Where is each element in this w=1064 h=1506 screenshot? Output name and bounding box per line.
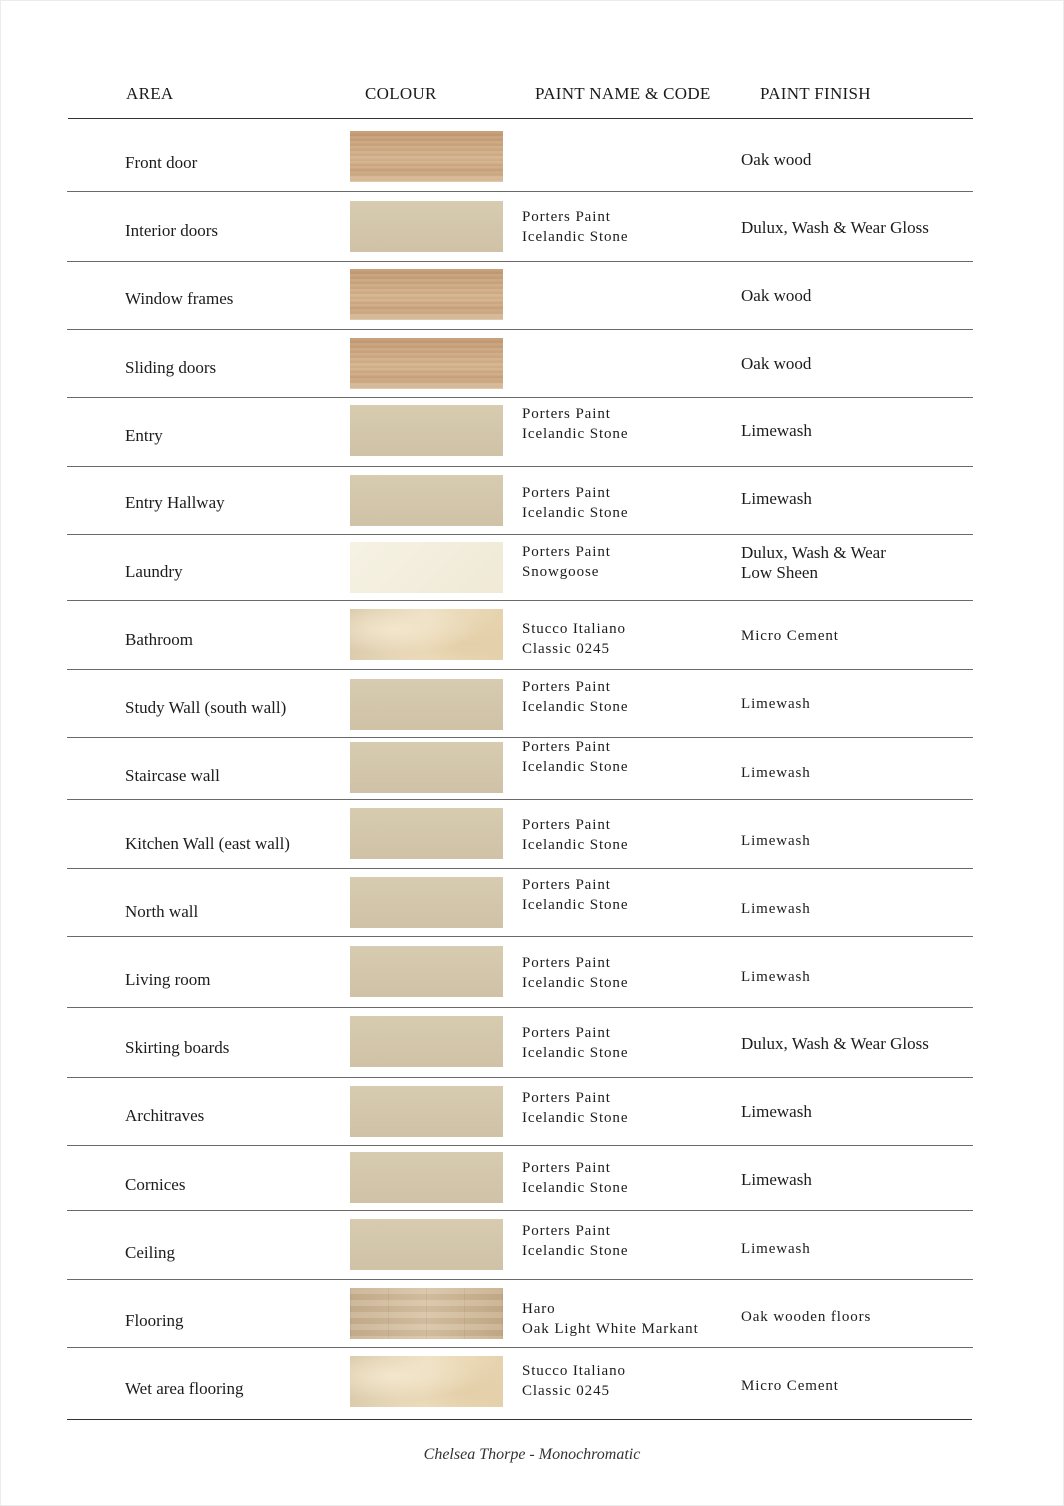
paint-finish bbox=[741, 489, 812, 509]
paint-colour-name: Snowgoose bbox=[522, 564, 600, 580]
colour-swatch bbox=[350, 1288, 503, 1339]
paint-finish bbox=[741, 286, 811, 306]
finish-line: Oak wood bbox=[741, 150, 812, 169]
paint-brand: Porters Paint bbox=[522, 1025, 611, 1041]
header-colour: COLOUR bbox=[365, 84, 437, 103]
paint-brand: Porters Paint bbox=[522, 739, 611, 755]
table-row bbox=[0, 1348, 1064, 1419]
paint-brand: Porters Paint bbox=[522, 955, 611, 971]
table-row bbox=[0, 119, 1064, 192]
colour-swatch bbox=[350, 1219, 503, 1270]
paint-brand: Porters Paint bbox=[522, 877, 611, 893]
paint-brand: Porters Paint bbox=[522, 544, 611, 560]
paint-brand: Porters Paint bbox=[522, 406, 611, 422]
colour-swatch bbox=[350, 1152, 503, 1203]
paint-finish bbox=[741, 354, 811, 374]
table-row bbox=[0, 262, 1064, 330]
paint-name-code bbox=[522, 677, 628, 717]
area-label: Entry Hallway bbox=[125, 493, 225, 512]
paint-finish bbox=[741, 218, 929, 238]
table-row bbox=[0, 398, 1064, 467]
area-label: Window frames bbox=[125, 289, 234, 308]
paint-finish bbox=[741, 763, 811, 783]
paint-brand: Porters Paint bbox=[522, 817, 611, 833]
colour-swatch bbox=[350, 808, 503, 859]
paint-name-code bbox=[522, 1221, 628, 1261]
footer-caption: Chelsea Thorpe - Monochromatic bbox=[423, 1446, 641, 1463]
paint-colour-name: Icelandic Stone bbox=[522, 1243, 629, 1259]
finish-line: Dulux, Wash & Wear bbox=[741, 543, 886, 562]
finish-line: Limewash bbox=[741, 489, 812, 508]
area-label: Ceiling bbox=[125, 1243, 176, 1262]
colour-swatch bbox=[350, 1086, 503, 1137]
colour-swatch bbox=[350, 1356, 503, 1407]
area-label: Study Wall (south wall) bbox=[125, 698, 287, 717]
paint-name-code bbox=[522, 815, 628, 855]
table-bottom-rule bbox=[67, 1419, 972, 1420]
table-row bbox=[0, 869, 1064, 937]
paint-name-code bbox=[522, 737, 628, 777]
paint-finish bbox=[741, 1239, 811, 1259]
paint-finish bbox=[741, 1170, 812, 1190]
paint-finish bbox=[741, 543, 886, 583]
finish-line: Limewash bbox=[741, 1241, 811, 1257]
paint-colour-name: Icelandic Stone bbox=[522, 699, 629, 715]
table-row bbox=[0, 1078, 1064, 1146]
paint-colour-name: Classic 0245 bbox=[522, 1383, 610, 1399]
paint-colour-name: Oak Light White Markant bbox=[522, 1321, 699, 1337]
finish-line: Limewash bbox=[741, 765, 811, 781]
paint-finish bbox=[741, 1307, 871, 1327]
table-row bbox=[0, 937, 1064, 1008]
finish-line: Limewash bbox=[741, 696, 811, 712]
paint-finish bbox=[741, 421, 812, 441]
paint-brand: Haro bbox=[522, 1301, 556, 1317]
finish-line: Oak wood bbox=[741, 286, 812, 305]
paint-name-code bbox=[522, 1299, 699, 1339]
colour-swatch bbox=[350, 742, 503, 793]
header-area: AREA bbox=[126, 84, 174, 103]
colour-swatch bbox=[350, 405, 503, 456]
finish-line: Oak wooden floors bbox=[741, 1309, 872, 1325]
paint-colour-name: Icelandic Stone bbox=[522, 1180, 629, 1196]
paint-name-code bbox=[522, 1158, 628, 1198]
paint-finish bbox=[741, 1034, 929, 1054]
table-row bbox=[0, 1008, 1064, 1078]
colour-swatch bbox=[350, 475, 503, 526]
finish-line: Limewash bbox=[741, 833, 811, 849]
table-row bbox=[0, 601, 1064, 670]
finish-line: Micro Cement bbox=[741, 1378, 839, 1394]
colour-swatch bbox=[350, 609, 503, 660]
paint-colour-name: Icelandic Stone bbox=[522, 759, 629, 775]
table-row bbox=[0, 800, 1064, 869]
paint-colour-name: Icelandic Stone bbox=[522, 1045, 629, 1061]
colour-swatch bbox=[350, 877, 503, 928]
paint-colour-name: Icelandic Stone bbox=[522, 897, 629, 913]
paint-colour-name: Icelandic Stone bbox=[522, 426, 629, 442]
table-row bbox=[0, 330, 1064, 398]
paint-name-code bbox=[522, 1023, 628, 1063]
paint-name-code bbox=[522, 1088, 628, 1128]
paint-finish bbox=[741, 1376, 839, 1396]
table-row bbox=[0, 670, 1064, 738]
paint-name-code bbox=[522, 542, 611, 582]
area-label: Front door bbox=[125, 153, 198, 172]
paint-colour-name: Icelandic Stone bbox=[522, 837, 629, 853]
paint-brand: Porters Paint bbox=[522, 209, 611, 225]
paint-brand: Stucco Italiano bbox=[522, 1363, 626, 1379]
paint-name-code bbox=[522, 483, 628, 523]
colour-swatch bbox=[350, 1016, 503, 1067]
colour-swatch bbox=[350, 269, 503, 320]
paint-finish bbox=[741, 899, 811, 919]
area-label: Architraves bbox=[125, 1106, 205, 1125]
paint-finish bbox=[741, 831, 811, 851]
area-label: Sliding doors bbox=[125, 358, 217, 377]
finish-line: Limewash bbox=[741, 969, 811, 985]
finish-line: Oak wood bbox=[741, 354, 812, 373]
area-label: Bathroom bbox=[125, 630, 193, 649]
paint-name-code bbox=[522, 404, 628, 444]
paint-brand: Porters Paint bbox=[522, 679, 611, 695]
paint-colour-name: Icelandic Stone bbox=[522, 975, 629, 991]
table-row bbox=[0, 467, 1064, 535]
paint-name-code bbox=[522, 207, 628, 247]
paint-brand: Porters Paint bbox=[522, 1223, 611, 1239]
table-row bbox=[0, 1146, 1064, 1211]
colour-swatch bbox=[350, 679, 503, 730]
paint-name-code bbox=[522, 875, 628, 915]
colour-swatch bbox=[350, 131, 503, 182]
paint-finish bbox=[741, 150, 811, 170]
finish-line: Low Sheen bbox=[741, 563, 818, 582]
area-label: Interior doors bbox=[125, 221, 219, 240]
area-label: Laundry bbox=[125, 562, 183, 581]
area-label: Kitchen Wall (east wall) bbox=[125, 834, 290, 853]
colour-swatch bbox=[350, 338, 503, 389]
paint-finish bbox=[741, 626, 839, 646]
table-row bbox=[0, 192, 1064, 262]
paint-finish bbox=[741, 1102, 812, 1122]
table-header bbox=[0, 84, 1064, 108]
area-label: Entry bbox=[125, 426, 163, 445]
area-label: Skirting boards bbox=[125, 1038, 230, 1057]
header-paint-name-code: PAINT NAME & CODE bbox=[535, 84, 711, 103]
paint-name-code bbox=[522, 953, 628, 993]
table-row bbox=[0, 738, 1064, 800]
table-row bbox=[0, 535, 1064, 601]
area-label: Wet area flooring bbox=[125, 1379, 244, 1398]
paint-brand: Porters Paint bbox=[522, 485, 611, 501]
finish-line: Limewash bbox=[741, 421, 812, 440]
area-label: Staircase wall bbox=[125, 766, 220, 785]
paint-brand: Stucco Italiano bbox=[522, 621, 626, 637]
table-row bbox=[0, 1280, 1064, 1348]
paint-brand: Porters Paint bbox=[522, 1160, 611, 1176]
paint-finish bbox=[741, 694, 811, 714]
colour-swatch bbox=[350, 946, 503, 997]
finish-line: Micro Cement bbox=[741, 628, 839, 644]
paint-colour-name: Icelandic Stone bbox=[522, 505, 629, 521]
finish-line: Limewash bbox=[741, 901, 811, 917]
area-label: Living room bbox=[125, 970, 211, 989]
colour-swatch bbox=[350, 542, 503, 593]
area-label: North wall bbox=[125, 902, 199, 921]
header-paint-finish: PAINT FINISH bbox=[760, 84, 871, 103]
finish-line: Limewash bbox=[741, 1102, 812, 1121]
area-label: Cornices bbox=[125, 1175, 186, 1194]
paint-finish bbox=[741, 967, 811, 987]
colour-swatch bbox=[350, 201, 503, 252]
finish-line: Dulux, Wash & Wear Gloss bbox=[741, 1034, 929, 1053]
finish-line: Dulux, Wash & Wear Gloss bbox=[741, 218, 929, 237]
paint-brand: Porters Paint bbox=[522, 1090, 611, 1106]
paint-colour-name: Icelandic Stone bbox=[522, 1110, 629, 1126]
paint-colour-name: Classic 0245 bbox=[522, 641, 610, 657]
finish-line: Limewash bbox=[741, 1170, 812, 1189]
paint-name-code bbox=[522, 619, 626, 659]
area-label: Flooring bbox=[125, 1311, 184, 1330]
paint-colour-name: Icelandic Stone bbox=[522, 229, 629, 245]
paint-name-code bbox=[522, 1361, 626, 1401]
table-row bbox=[0, 1211, 1064, 1280]
